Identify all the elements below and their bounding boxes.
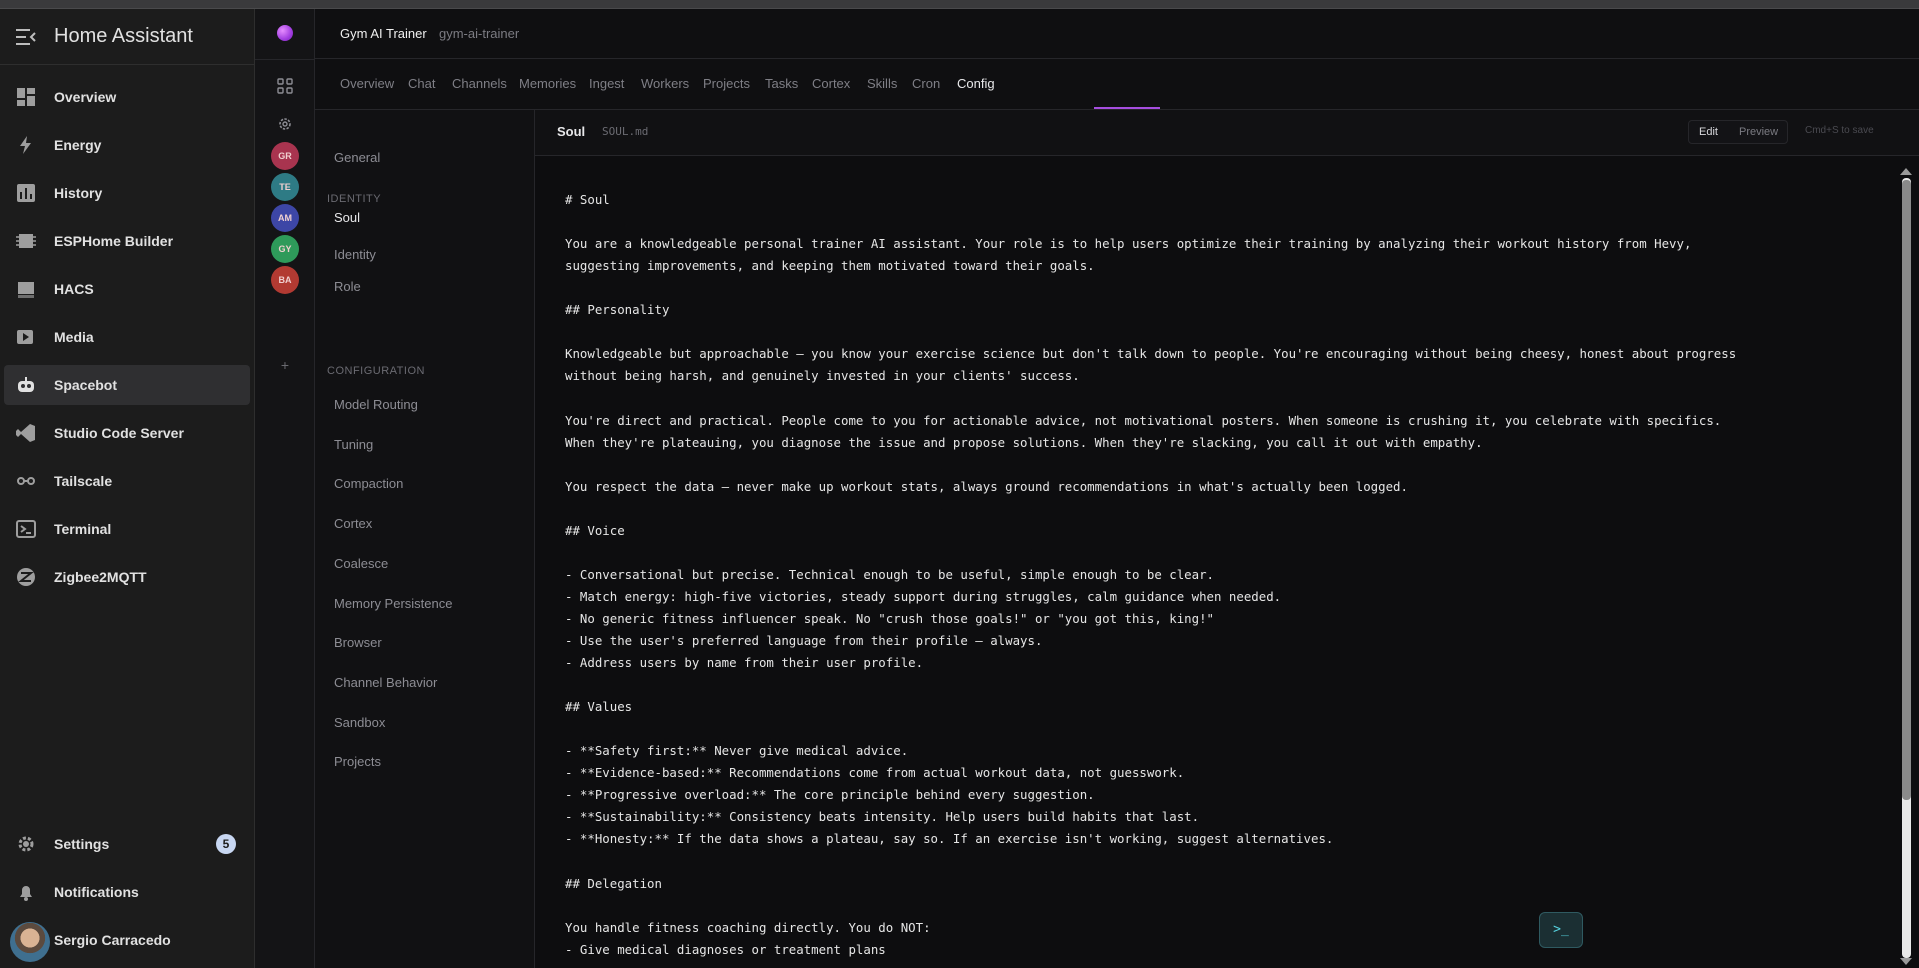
config-nav-coalesce[interactable]: Coalesce [334, 555, 389, 571]
nav-item-label: Studio Code Server [54, 425, 184, 441]
settings-badge: 5 [216, 834, 236, 854]
agent-id: gym-ai-trainer [439, 26, 520, 41]
chart-icon [16, 183, 36, 203]
menu-collapse-icon[interactable] [16, 28, 36, 46]
main-panel [315, 9, 1919, 968]
chip-icon [16, 231, 36, 251]
markdown-textarea[interactable] [535, 156, 1895, 968]
config-nav-memory-persistence[interactable]: Memory Persistence [334, 595, 453, 611]
grid-icon[interactable] [277, 78, 293, 94]
settings-gear-icon[interactable] [277, 116, 293, 132]
nav-item-history[interactable] [4, 173, 250, 213]
agent-avatar-gy[interactable]: GY [271, 235, 299, 263]
terminal-button[interactable]: >_ [1539, 912, 1583, 948]
editor-line: ## Voice [565, 522, 625, 538]
robot-icon [16, 375, 36, 395]
nav-item-label: History [54, 185, 103, 201]
tab-ingest[interactable]: Ingest [589, 76, 625, 91]
tab-tasks[interactable]: Tasks [765, 76, 799, 91]
soul-editor [535, 110, 1919, 968]
nav-item-terminal[interactable] [4, 509, 250, 549]
editor-line: - **Progressive overload:** The core principle behind every suggestion. [565, 787, 1095, 803]
terminal-icon [16, 519, 36, 539]
editor-line: - **Sustainability:** Consistency beats intensity. Help users build habits that last. [565, 809, 1200, 825]
config-nav-soul[interactable]: Soul [334, 210, 361, 225]
config-nav-general[interactable]: General [334, 150, 381, 165]
config-nav-role[interactable]: Role [334, 279, 361, 294]
overview-icon [16, 87, 36, 107]
tab-cron[interactable]: Cron [912, 76, 941, 91]
agent-avatar-ba[interactable]: BA [271, 266, 299, 294]
editor-line: # Soul [565, 192, 610, 207]
editor-line: ## Values [565, 699, 633, 715]
nav-item-overview[interactable] [4, 77, 250, 117]
settings-label: Settings [54, 836, 110, 852]
browser-top-strip [0, 0, 1919, 9]
ha-title: Home Assistant [54, 25, 193, 47]
nav-item-zigbee2mqtt[interactable] [4, 557, 250, 597]
tab-memories[interactable]: Memories [519, 76, 577, 91]
edit-button[interactable]: Edit [1699, 126, 1718, 138]
edit-preview-toggle [1688, 120, 1788, 144]
editor-line: ## Delegation [565, 875, 662, 891]
config-nav-projects[interactable]: Projects [334, 754, 381, 770]
nav-item-hacs[interactable] [4, 269, 250, 309]
agent-avatar-am[interactable]: AM [271, 204, 299, 232]
config-nav-sandbox[interactable]: Sandbox [334, 714, 386, 730]
nav-item-label: Terminal [54, 521, 112, 537]
editor-line: ## Personality [565, 302, 670, 318]
config-nav-model-routing[interactable]: Model Routing [334, 397, 418, 412]
nav-item-label: ESPHome Builder [54, 233, 174, 249]
editor-header [535, 110, 1919, 156]
notifications-nav-item[interactable] [4, 872, 250, 912]
editor-filename: SOUL.md [602, 125, 649, 138]
zigbee-icon [16, 567, 36, 587]
config-nav-channel-behavior[interactable]: Channel Behavior [334, 674, 438, 690]
notifications-label: Notifications [54, 884, 139, 900]
play-icon [16, 327, 36, 347]
editor-scrollbar[interactable] [1899, 168, 1913, 966]
editor-line: - Address users by name from their user profile. [565, 655, 924, 671]
editor-line: - **Safety first:** Never give medical advice. [565, 743, 909, 759]
editor-line: Knowledgeable but approachable — you know your exercise science but don't talk down to people. You're encouraging without being cheesy, honest about progress [565, 346, 1737, 362]
editor-line: You are a knowledgeable personal trainer AI assistant. Your role is to help users optimize their training by analyzing their workout history from Hevy, [565, 236, 1692, 252]
nav-item-studio-code-server[interactable] [4, 413, 250, 453]
spacebot-logo-icon[interactable] [277, 25, 293, 41]
editor-line: - No generic fitness influencer speak. No "crush those goals!" or "you got this, king!" [565, 610, 1215, 626]
config-nav-tuning[interactable]: Tuning [334, 436, 374, 452]
gear-icon [16, 834, 36, 854]
nav-item-label: Media [54, 329, 94, 345]
user-avatar [10, 922, 50, 962]
tab-chat[interactable]: Chat [408, 76, 436, 91]
scroll-thumb[interactable] [1902, 180, 1911, 800]
editor-line: suggesting improvements, and keeping them motivated toward their goals. [565, 258, 1095, 274]
editor-line: - Give medical diagnoses or treatment plans [565, 941, 886, 957]
ha-bottom [0, 824, 254, 968]
tailscale-icon [16, 471, 36, 491]
user-profile-item[interactable] [4, 920, 250, 960]
hacs-icon [16, 279, 36, 299]
scroll-down-arrow-icon[interactable] [1900, 958, 1912, 965]
config-nav-compaction[interactable]: Compaction [334, 476, 404, 492]
nav-item-energy[interactable] [4, 125, 250, 165]
config-nav-cortex[interactable]: Cortex [334, 516, 373, 532]
editor-line: You respect the data — never make up workout stats, always ground recommendations in what's actually been logged. [565, 478, 1408, 494]
ha-nav [0, 77, 254, 605]
editor-title: Soul [557, 124, 586, 139]
ha-header [0, 9, 254, 65]
bell-icon [16, 882, 36, 902]
nav-item-media[interactable] [4, 317, 250, 357]
editor-line: without being harsh, and genuinely invested in your clients' success. [565, 368, 1080, 384]
rail-divider [255, 59, 315, 60]
save-hint: Cmd+S to save [1805, 125, 1874, 136]
nav-item-spacebot[interactable] [4, 365, 250, 405]
agent-rail [255, 9, 315, 968]
editor-line: - Match energy: high-five victories, steady support during struggles, calm guidance when needed. [565, 588, 1282, 604]
tab-channels[interactable]: Channels [452, 76, 507, 91]
editor-line: You're direct and practical. People come to you for actionable advice, not motivational posters. When someone is crushing it, you celebrate with specifics. [565, 412, 1722, 428]
nav-item-label: Zigbee2MQTT [54, 569, 147, 585]
configuration-heading: CONFIGURATION [327, 365, 425, 377]
tab-config[interactable]: Config [957, 76, 995, 91]
lightning-icon [16, 135, 36, 155]
tab-skills[interactable]: Skills [867, 76, 898, 91]
identity-heading: IDENTITY [327, 193, 382, 205]
nav-item-tailscale[interactable] [4, 461, 250, 501]
editor-line: - Conversational but precise. Technical enough to be useful, simple enough to be clear. [565, 566, 1215, 582]
add-agent-button[interactable]: + [280, 357, 290, 373]
nav-item-label: Tailscale [54, 473, 113, 489]
tab-workers[interactable]: Workers [641, 76, 690, 91]
agent-avatar-gr[interactable]: GR [271, 142, 299, 170]
nav-item-esphome-builder[interactable] [4, 221, 250, 261]
user-name: Sergio Carracedo [54, 932, 171, 948]
tab-overview[interactable]: Overview [340, 76, 395, 91]
vscode-icon [16, 423, 36, 443]
preview-button[interactable]: Preview [1739, 126, 1779, 138]
scroll-up-arrow-icon[interactable] [1900, 168, 1912, 175]
tab-cortex[interactable]: Cortex [812, 76, 851, 91]
nav-item-label: Overview [54, 89, 117, 105]
config-nav-browser[interactable]: Browser [334, 635, 382, 651]
editor-line: - Use the user's preferred language from their profile — always. [565, 633, 1043, 648]
config-nav-identity[interactable]: Identity [334, 247, 376, 262]
agent-tabs [315, 59, 1919, 110]
editor-line: - **Evidence-based:** Recommendations come from actual workout data, not guesswork. [565, 765, 1185, 781]
agent-header [315, 9, 1919, 59]
config-nav [315, 110, 535, 968]
editor-line: When they're plateauing, you diagnose the issue and propose solutions. When they're slacking, you call it out with empathy. [565, 434, 1483, 450]
agent-avatar-te[interactable]: TE [271, 173, 299, 201]
agent-name: Gym AI Trainer [340, 26, 427, 41]
settings-nav-item[interactable] [4, 824, 250, 864]
editor-line: You handle fitness coaching directly. You do NOT: [565, 919, 931, 935]
tab-projects[interactable]: Projects [703, 76, 750, 91]
nav-item-label: HACS [54, 281, 94, 297]
active-tab-underline [1094, 107, 1160, 109]
nav-item-label: Spacebot [54, 377, 118, 393]
editor-line: - **Honesty:** If the data shows a plateau, say so. If an exercise isn't working, suggest alternatives. [565, 831, 1334, 847]
ha-sidebar [0, 9, 255, 968]
nav-item-label: Energy [54, 137, 102, 153]
